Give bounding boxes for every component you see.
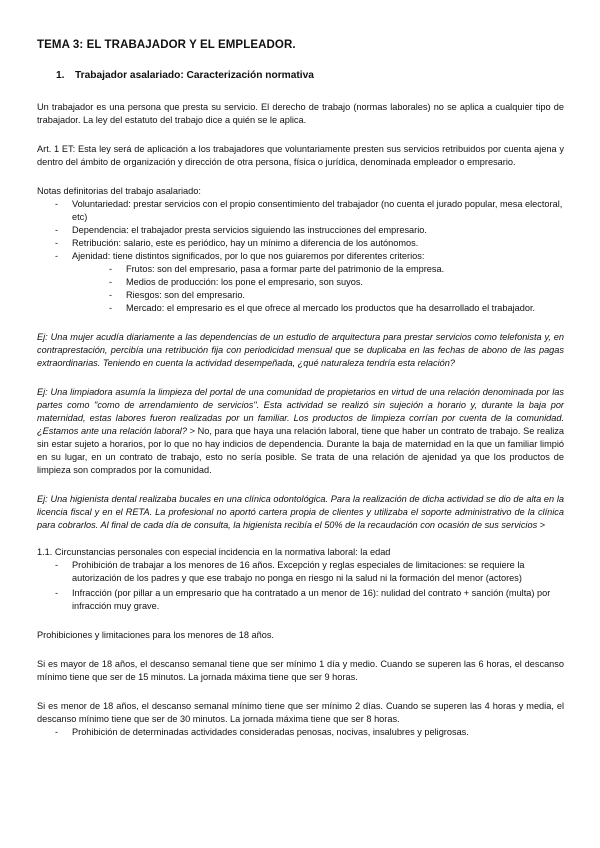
activities-list <box>37 726 564 739</box>
list-item: - Prohibición de determinadas actividades consideradas penosas, nocivas, insalubres y peligrosas. <box>37 726 564 739</box>
example-3-tail: > <box>537 520 546 530</box>
section-number: 1. <box>56 70 65 81</box>
intro-paragraph: Un trabajador es una persona que presta su servicio. El derecho de trabajo (normas laborales) no se aplica a cualquier tipo de trabajador. La ley del estatuto del trabajo dice a quién se le aplica. <box>37 102 564 125</box>
list-item: - Infracción (por pillar a un empresario que ha contratado a un menor de 16): nulidad del contrato + sanción (multa) por infracción muy grave. <box>37 587 564 613</box>
over-18-paragraph: Si es mayor de 18 años, el descanso semanal tiene que ser mínimo 1 día y medio. Cuando se superen las 6 horas, el descanso mínimo tiene que ser de 15 minutos. La jornada máxima tiene que ser 9 horas. <box>37 659 564 682</box>
ajenidad-list <box>72 263 564 315</box>
list-item: - Dependencia: el trabajador presta servicios siguiendo las instrucciones del empresario. <box>37 224 564 237</box>
list-item: - Medios de producción: los pone el empresario, son suyos. <box>72 276 564 289</box>
art1-paragraph: Art. 1 ET: Esta ley será de aplicación a los trabajadores que voluntariamente presten sus servicios retribuidos por cuenta ajena y dentro del ámbito de organización y dirección de otra persona, física o jurídica, denominada empleador o empresario. <box>37 144 564 167</box>
section-heading <box>56 69 564 82</box>
list-item: - Prohibición de trabajar a los menores de 16 años. Excepción y reglas especiales de limitaciones: se requiere la autorización de los padres y que ese trabajo no ponga en riesgo ni la salud ni la formación del menor (actores) <box>37 559 564 585</box>
list-item <box>37 250 564 315</box>
age-list <box>37 559 564 613</box>
example-3-text: Ej: Una higienista dental realizaba bucales en una clínica odontológica. Para la realización de dicha actividad se dio de alta en la licencia fiscal y en el RETA. La profesional no aportó cartera propia de clientes y utilizaba el soporte administrativo de la clínica para cobrarlos. Al final de cada día de consulta, la higienista recibía el 50% de la recaudación con ocasión de sus servicios <box>37 494 564 530</box>
example-1: Ej: Una mujer acudía diariamente a las dependencias de un estudio de arquitectura para prestar servicios como telefonista y, en contraprestación, percibía una retribución fija con periodicidad mensual que se duplicaba en las fechas de abono de las pagas extraordinarias. Teniendo en cuenta la actividad desempeñada, ¿qué naturaleza tendría esta relación? <box>37 332 564 368</box>
list-item: - Mercado: el empresario es el que ofrece al mercado los productos que ha desarrollado el trabajador. <box>72 302 564 315</box>
list-item: - Retribución: salario, este es periódico, hay un mínimo a diferencia de los autónomos. <box>37 237 564 250</box>
notes-heading: Notas definitorias del trabajo asalariado: <box>37 186 201 196</box>
list-item: - Riesgos: son del empresario. <box>72 289 564 302</box>
example-2-question: Ej: Una limpiadora asumía la limpieza del portal de una comunidad de propietarios en virtud de una relación denominada por las partes como "como de arrendamiento de servicios". Esta actividad se realizó sin sujeción a horario y, durante la baja por maternidad, estas labores fueron realizadas por un familiar. Los productos de limpieza corrían por cuenta de la comunidad. ¿Estamos ante una relación laboral? <box>37 387 564 436</box>
limits-heading: Prohibiciones y limitaciones para los menores de 18 años. <box>37 630 274 640</box>
under-18-paragraph: Si es menor de 18 años, el descanso semanal mínimo tiene que ser mínimo 2 días. Cuando se superen las 4 horas y media, el descanso mínimo tiene que ser de 30 minutos. La jornada máxima tiene que ser 8 horas. <box>37 701 564 724</box>
section-title: Trabajador asalariado: Caracterización normativa <box>75 70 314 81</box>
ajenidad-label: Ajenidad: tiene distintos significados, por lo que nos guiaremos por diferentes criterios: <box>72 251 425 261</box>
subsection-heading: 1.1. Circunstancias personales con especial incidencia en la normativa laboral: la edad <box>37 547 391 557</box>
notes-list <box>37 198 564 315</box>
list-item: - Frutos: son del empresario, pasa a formar parte del patrimonio de la empresa. <box>72 263 564 276</box>
example-2 <box>37 386 564 477</box>
example-3 <box>37 493 564 532</box>
page-title: TEMA 3: EL TRABAJADOR Y EL EMPLEADOR. <box>37 39 296 51</box>
list-item: - Voluntariedad: prestar servicios con el propio consentimiento del trabajador (no cuenta el jurado popular, mesa electoral, etc) <box>37 198 564 224</box>
example-2-answer: > No, para que haya una relación laboral, tiene que haber un contrato de trabajo. Se realiza sin estar sujeto a horarios, por lo que no hay indicios de dependencia. Durante la baja de maternidad en la que un familiar limpió en su lugar, en un contrato de trabajo, esto no sería posible. Se trata de una relación de ajenidad ya que los productos de limpieza son comprados por la comunidad. <box>37 426 564 475</box>
